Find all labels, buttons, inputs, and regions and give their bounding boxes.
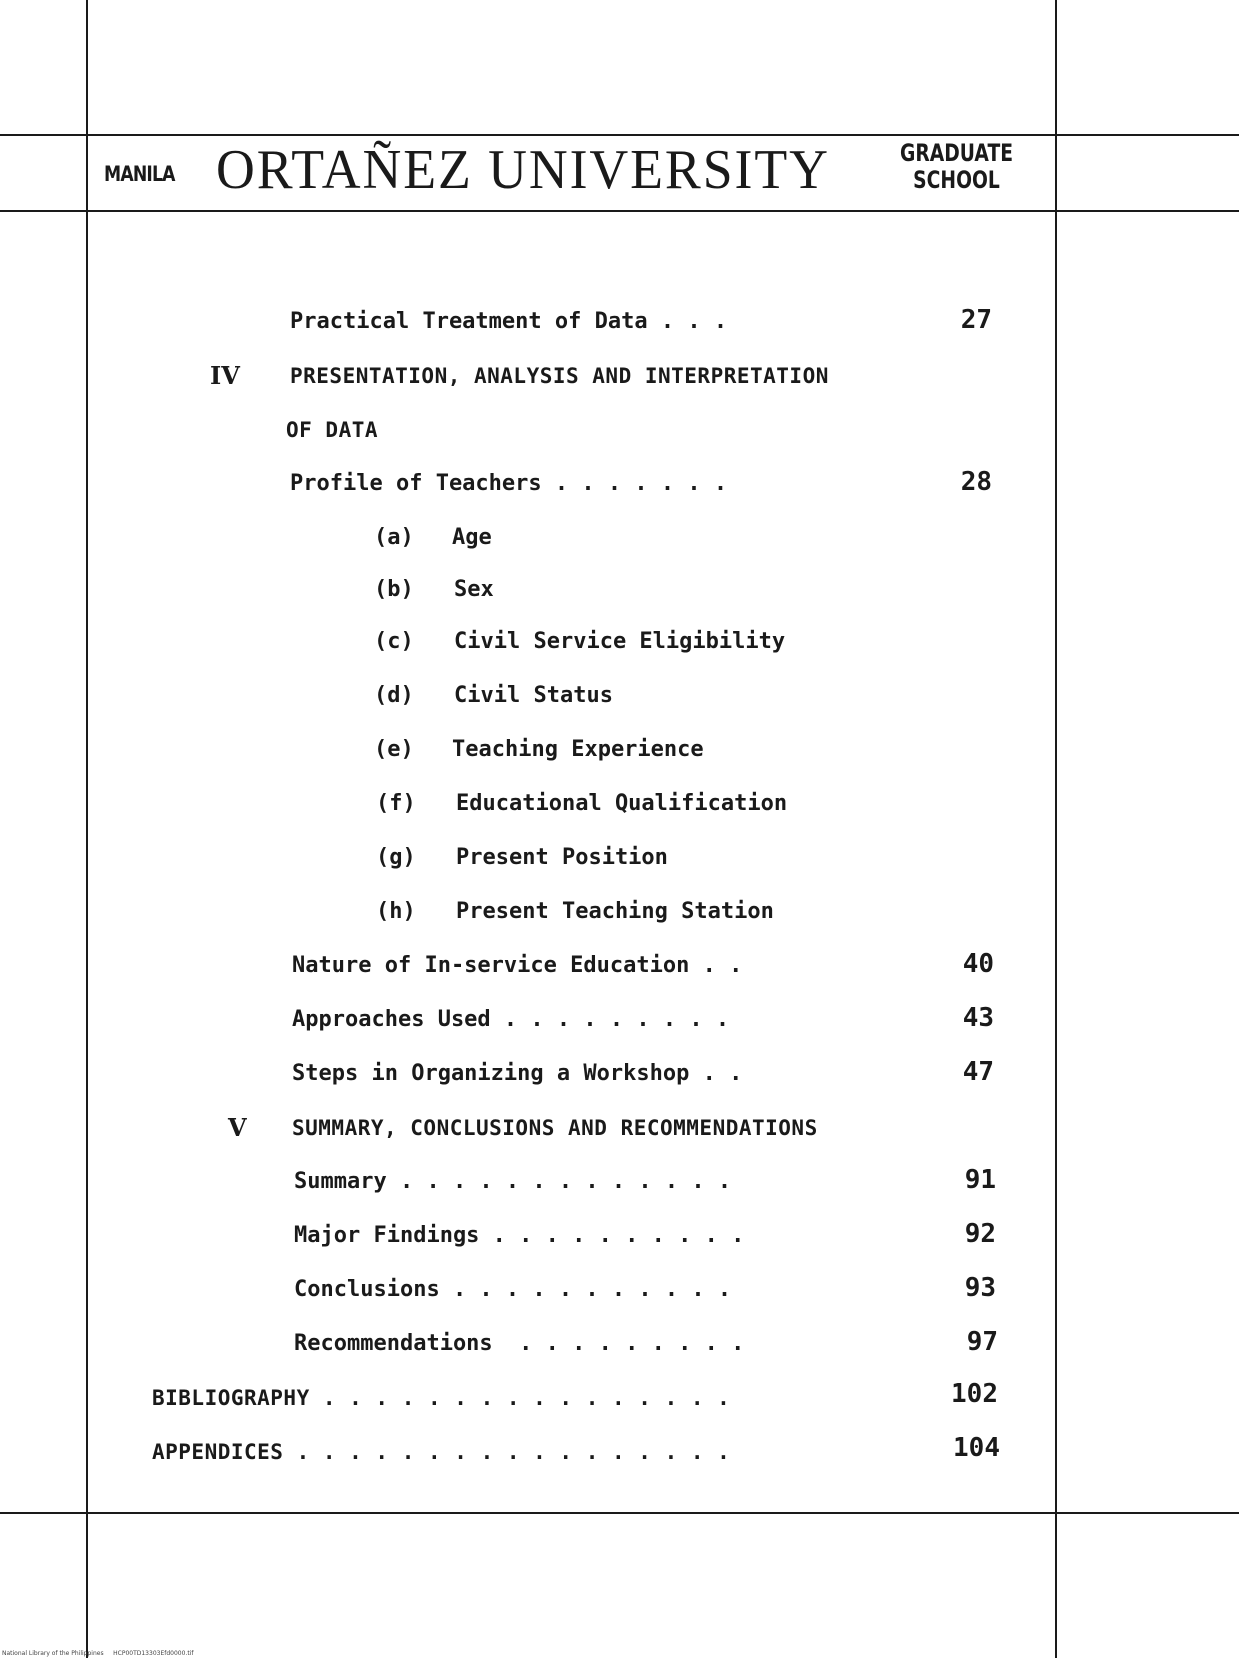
profile-item-label: Present Position <box>456 845 668 870</box>
toc-practical-treatment-page: 27 <box>960 305 992 335</box>
chapter-iv-numeral: IV <box>210 361 240 390</box>
header-top-rule <box>0 134 1239 136</box>
footer-rule <box>0 1512 1239 1514</box>
toc-major-findings: Major Findings . . . . . . . . . . <box>294 1223 745 1248</box>
toc-steps-in-organizing-workshop-page: 47 <box>962 1057 994 1087</box>
profile-item-letter: (g) <box>376 845 416 870</box>
profile-item-letter: (b) <box>374 577 414 602</box>
toc-recommendations: Recommendations . . . . . . . . . <box>294 1331 745 1356</box>
profile-item-label: Teaching Experience <box>452 737 704 762</box>
chapter-iv-title-line1: PRESENTATION, ANALYSIS AND INTERPRETATION <box>290 364 829 388</box>
scan-footer-source: National Library of the Philippines <box>2 1650 104 1657</box>
toc-conclusions-page: 93 <box>964 1273 996 1303</box>
profile-item-label: Present Teaching Station <box>456 899 774 924</box>
toc-approaches-used: Approaches Used . . . . . . . . . <box>292 1007 730 1032</box>
header-bottom-rule <box>0 210 1239 212</box>
toc-nature-of-in-service-education: Nature of In-service Education . . <box>292 953 743 978</box>
profile-item-letter: (e) <box>374 737 414 762</box>
profile-item-label: Civil Service Eligibility <box>454 629 786 654</box>
letterhead-school-line1: GRADUATE <box>900 139 1014 167</box>
right-vertical-rule <box>1055 0 1057 1658</box>
profile-item-label: Age <box>452 525 492 550</box>
toc-practical-treatment: Practical Treatment of Data . . . <box>290 309 728 334</box>
profile-item-label: Sex <box>454 577 494 602</box>
toc-summary-page: 91 <box>964 1165 996 1195</box>
scan-footer <box>2 1650 193 1657</box>
toc-approaches-used-page: 43 <box>962 1003 994 1033</box>
toc-appendices: APPENDICES . . . . . . . . . . . . . . . . . <box>152 1440 731 1464</box>
chapter-iv-title-line2: OF DATA <box>286 418 379 442</box>
toc-profile-of-teachers: Profile of Teachers . . . . . . . <box>290 471 728 496</box>
letterhead-city: MANILA <box>104 162 175 186</box>
toc-steps-in-organizing-workshop: Steps in Organizing a Workshop . . <box>292 1061 743 1086</box>
letterhead-university: ORTAÑEZ UNIVERSITY <box>216 139 830 201</box>
toc-major-findings-page: 92 <box>964 1219 996 1249</box>
left-vertical-rule <box>86 0 88 1658</box>
toc-bibliography: BIBLIOGRAPHY . . . . . . . . . . . . . . . . <box>152 1386 731 1410</box>
toc-recommendations-page: 97 <box>966 1327 998 1357</box>
profile-item-letter: (f) <box>376 791 416 816</box>
toc-profile-of-teachers-page: 28 <box>960 467 992 497</box>
toc-conclusions: Conclusions . . . . . . . . . . . <box>294 1277 732 1302</box>
toc-summary: Summary . . . . . . . . . . . . . <box>294 1169 732 1194</box>
letterhead-school-line2: SCHOOL <box>913 166 1000 194</box>
chapter-v-numeral: V <box>228 1113 247 1142</box>
letterhead <box>88 140 1058 200</box>
profile-item-letter: (c) <box>374 629 414 654</box>
profile-item-label: Civil Status <box>454 683 613 708</box>
profile-item-letter: (a) <box>374 525 414 550</box>
toc-nature-of-in-service-education-page: 40 <box>962 949 994 979</box>
toc-appendices-page: 104 <box>953 1433 1000 1463</box>
toc-bibliography-page: 102 <box>951 1379 998 1409</box>
letterhead-school <box>900 140 1013 194</box>
profile-item-letter: (d) <box>374 683 414 708</box>
profile-item-label: Educational Qualification <box>456 791 788 816</box>
chapter-v-title: SUMMARY, CONCLUSIONS AND RECOMMENDATIONS <box>292 1116 818 1140</box>
scan-footer-file: HCP00TD13303Efd0000.tif <box>113 1650 194 1657</box>
profile-item-letter: (h) <box>376 899 416 924</box>
